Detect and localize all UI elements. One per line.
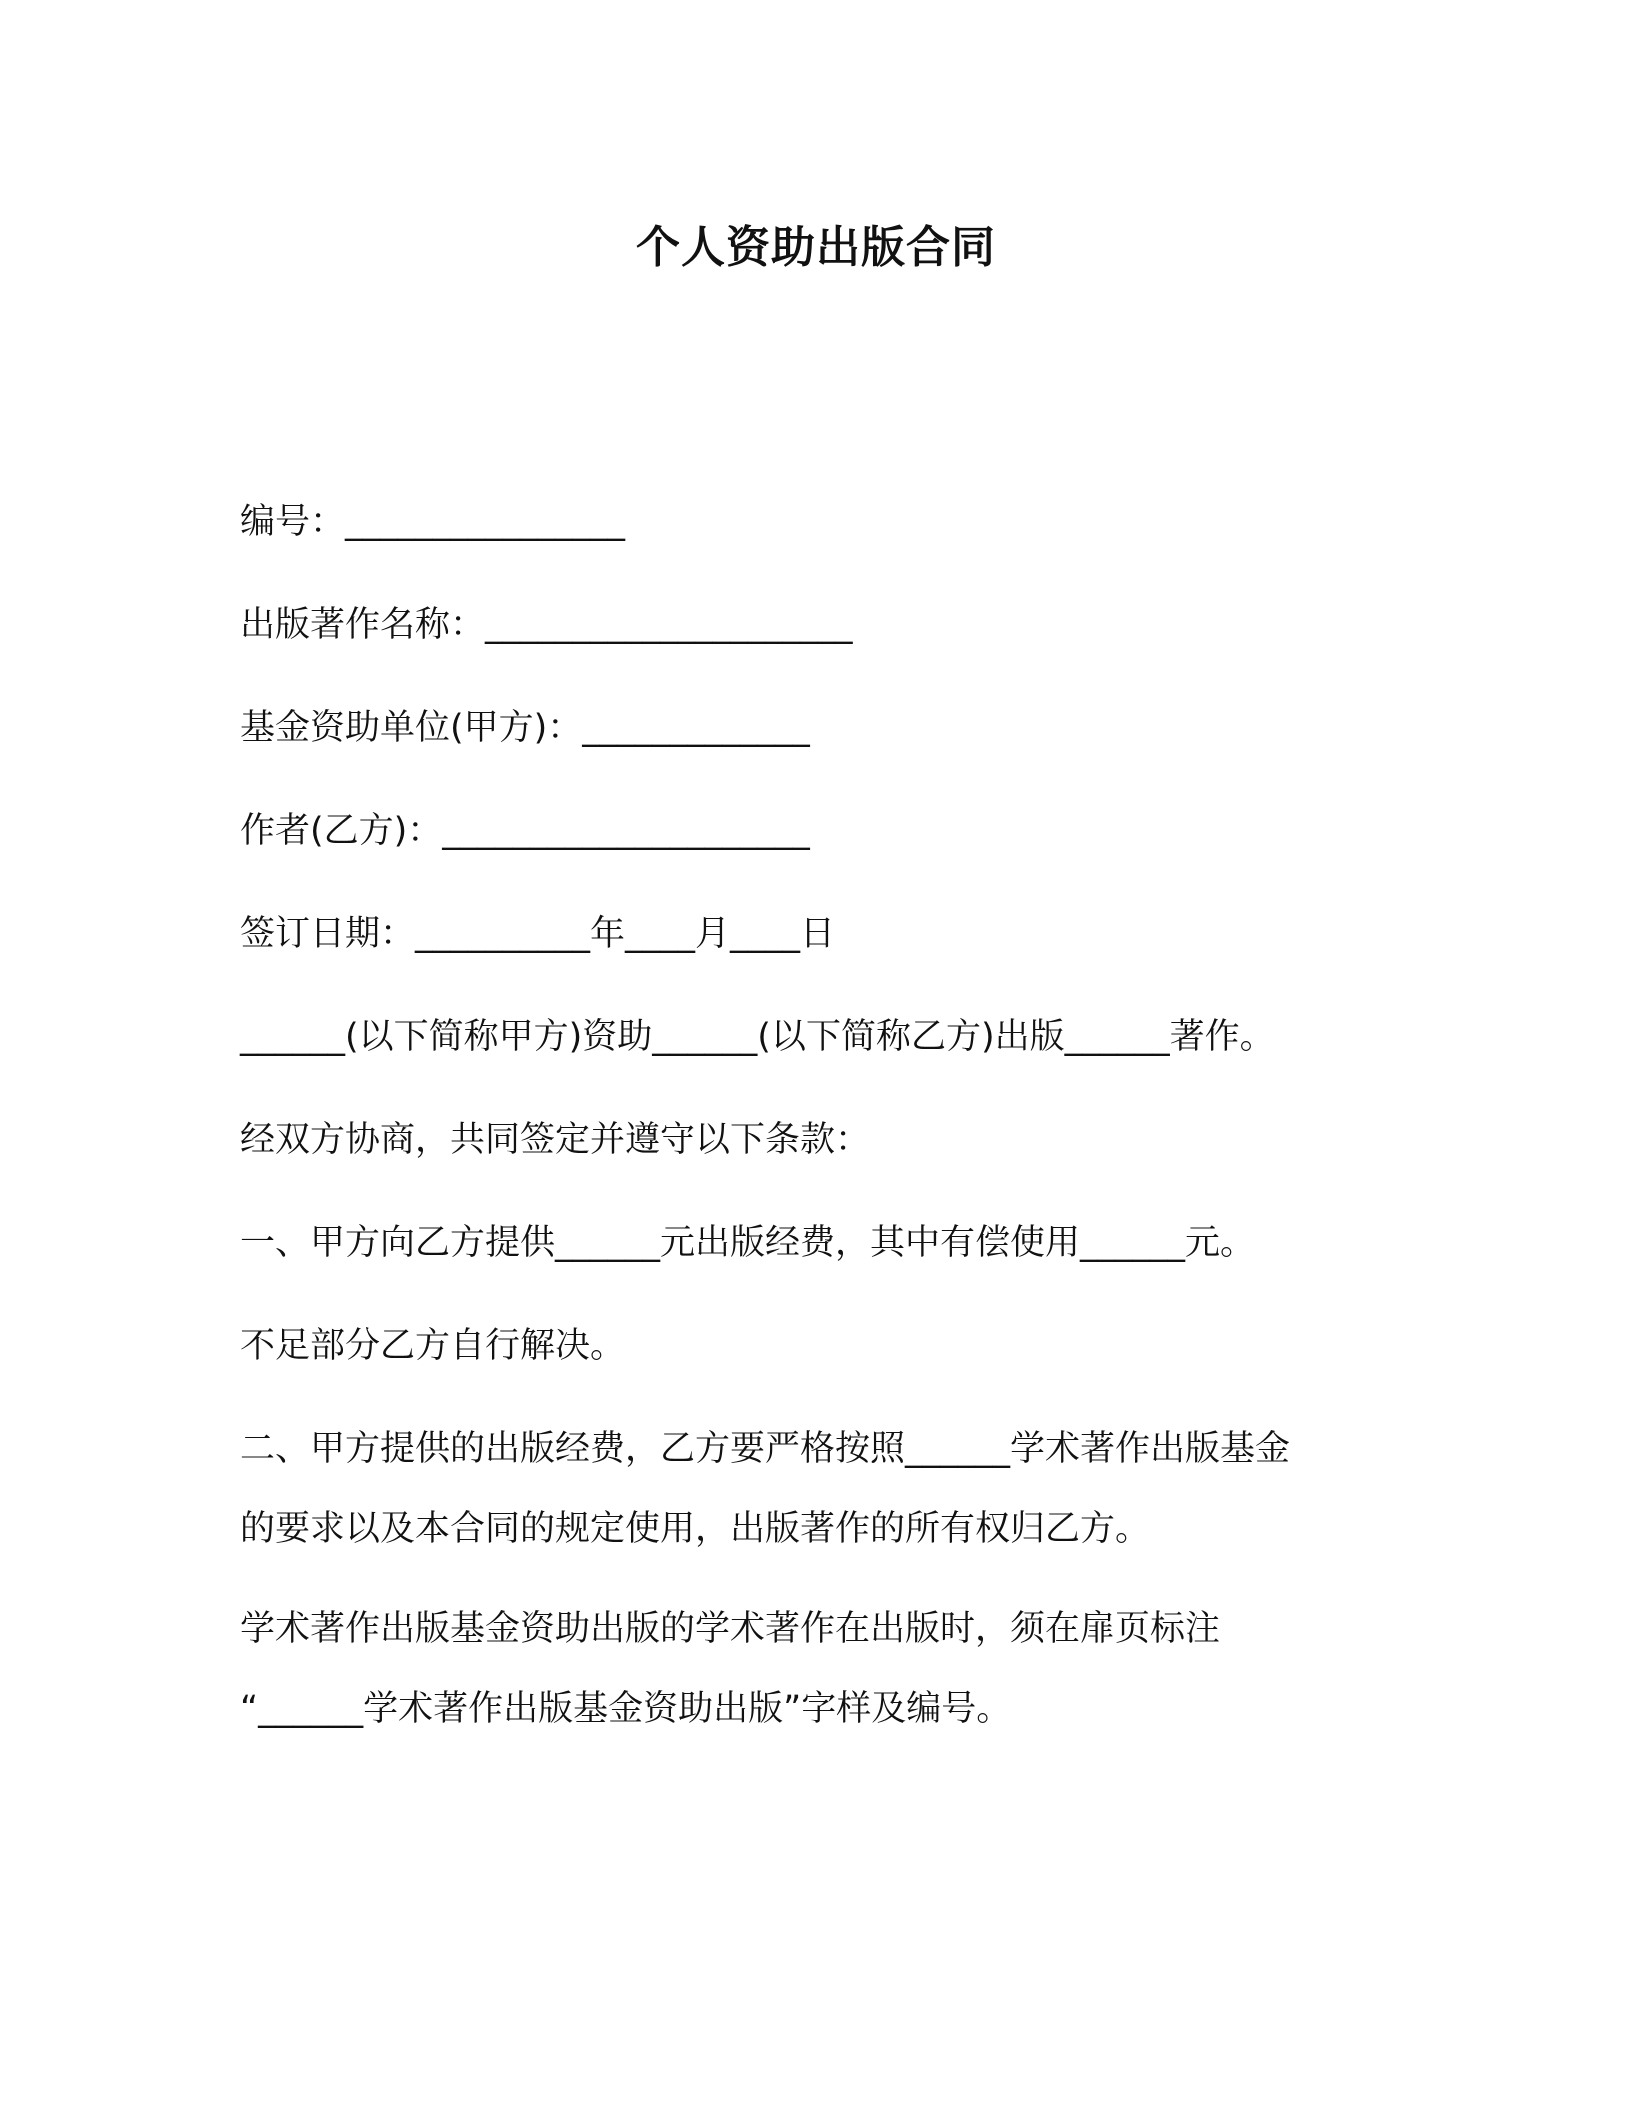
clause-2-line-1: 二、甲方提供的出版经费，乙方要严格按照______学术著作出版基金 xyxy=(240,1429,1291,1469)
work-name-field: 出版著作名称：_____________________ xyxy=(240,605,853,645)
agreement-paragraph: 经双方协商，共同签定并遵守以下条款： xyxy=(240,1120,871,1160)
contract-number-field: 编号：________________ xyxy=(240,502,626,542)
intro-paragraph: ______(以下简称甲方)资助______(以下简称乙方)出版______著作。 xyxy=(240,1017,1275,1057)
funder-field: 基金资助单位(甲方)：_____________ xyxy=(240,708,810,748)
note-line-2: “______学术著作出版基金资助出版”字样及编号。 xyxy=(240,1689,1012,1729)
author-field: 作者(乙方)：_____________________ xyxy=(240,811,810,851)
note-line-1: 学术著作出版基金资助出版的学术著作在出版时，须在扉页标注 xyxy=(240,1609,1221,1649)
document-title: 个人资助出版合同 xyxy=(636,222,996,273)
sign-date-field: 签订日期：__________年____月____日 xyxy=(240,914,836,954)
clause-2-line-2: 的要求以及本合同的规定使用，出版著作的所有权归乙方。 xyxy=(240,1509,1151,1549)
clause-1-line-2: 不足部分乙方自行解决。 xyxy=(240,1326,626,1366)
clause-1-line-1: 一、甲方向乙方提供______元出版经费，其中有偿使用______元。 xyxy=(240,1223,1256,1263)
